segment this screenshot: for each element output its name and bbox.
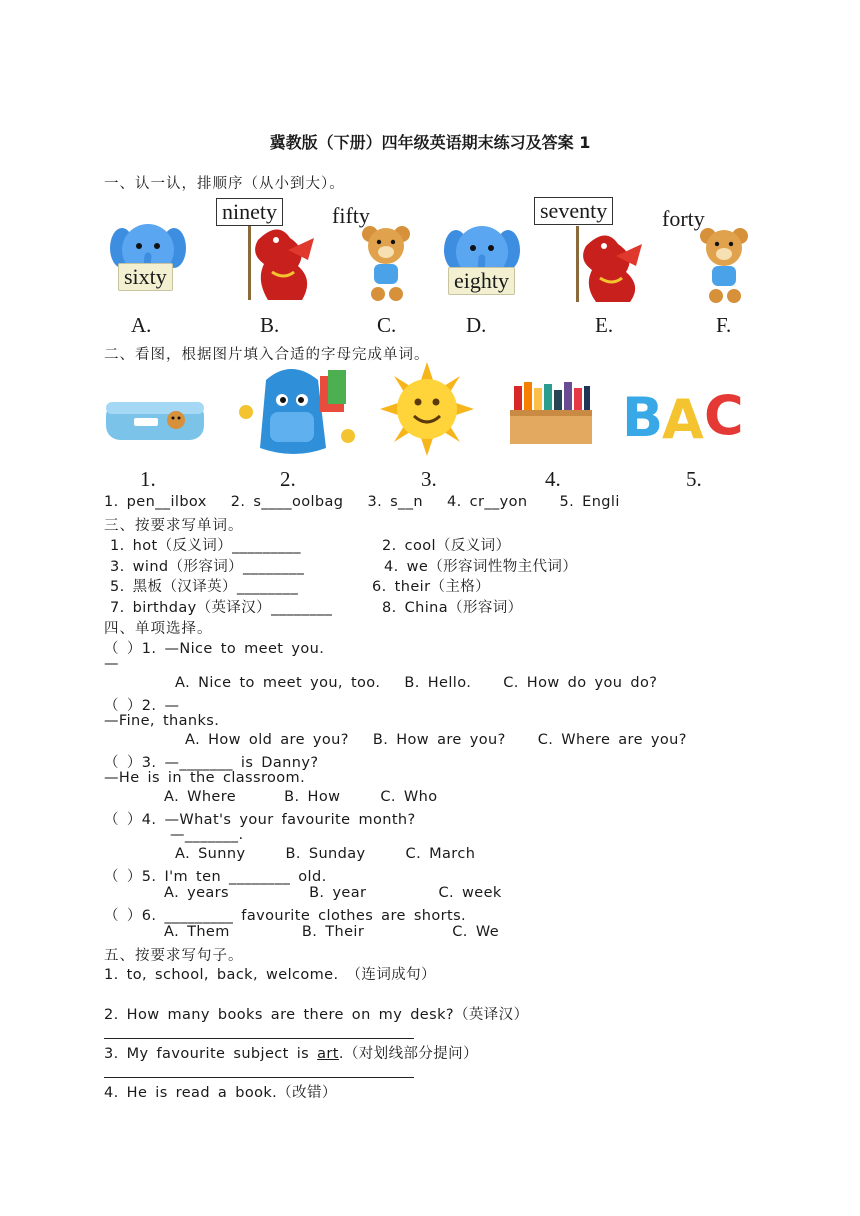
bear-image xyxy=(694,226,758,306)
sun-image xyxy=(380,362,474,456)
option-letter-d: D. xyxy=(466,313,487,337)
mc-options-3: A. Where B. How C. Who xyxy=(164,789,438,805)
answer-line xyxy=(104,1077,414,1078)
mc-question-3: （ ）3. —_______ is Danny? xyxy=(104,755,319,771)
picture-number-4: 4. xyxy=(545,467,561,491)
letter-c: C xyxy=(704,384,744,447)
mc-question-2: （ ）2. — xyxy=(104,698,180,714)
sentence-task-4: 4. He is read a book.（改错） xyxy=(104,1085,337,1101)
sentence-task-2: 2. How many books are there on my desk?（英译汉） xyxy=(104,1007,529,1023)
fill-in-letters-line: 1. pen__ilbox 2. s____oolbag 3. s__n 4. cr__yon 5. Engli xyxy=(104,494,620,510)
number-word-seventy: seventy xyxy=(534,197,613,225)
word-task-6: 6. their（主格） xyxy=(372,579,491,595)
mc-answer-line: —He is in the classroom. xyxy=(104,770,306,786)
word-task-5: 5. 黑板（汉译英）________ xyxy=(110,579,299,595)
word-task-8: 8. China（形容词） xyxy=(382,600,523,616)
mc-options-2: A. How old are you? B. How are you? C. Where are you? xyxy=(185,732,687,748)
word-task-4: 4. we（形容词性物主代词） xyxy=(384,559,578,575)
mc-question-1: （ ）1. —Nice to meet you. xyxy=(104,641,325,657)
option-letter-c: C. xyxy=(377,313,397,337)
picture-number-2: 2. xyxy=(280,467,296,491)
picture-number-5: 5. xyxy=(686,467,702,491)
schoolbag-image xyxy=(236,362,360,460)
page-title: 冀教版（下册）四年级英语期末练习及答案 1 xyxy=(269,133,591,152)
dragon-image xyxy=(228,220,318,308)
mc-answer-line: — xyxy=(104,656,119,672)
picture-number-3: 3. xyxy=(421,467,437,491)
mc-question-4: （ ）4. —What's your favourite month? xyxy=(104,812,416,828)
section-3-heading: 三、按要求写单词。 xyxy=(104,518,244,534)
mc-options-1: A. Nice to meet you, too. B. Hello. C. How do you do? xyxy=(175,675,658,691)
mc-answer-line: —Fine, thanks. xyxy=(104,713,220,729)
option-letter-a: A. xyxy=(131,313,152,337)
section-5-heading: 五、按要求写句子。 xyxy=(104,948,244,964)
letter-a: A xyxy=(662,388,704,451)
word-task-7: 7. birthday（英译汉）________ xyxy=(110,600,333,616)
section-2-heading: 二、看图，根据图片填入合适的字母完成单词。 xyxy=(104,347,430,363)
dragon-image xyxy=(556,226,646,308)
number-word-eighty: eighty xyxy=(448,267,515,295)
word-task-1: 1. hot（反义词）_________ xyxy=(110,538,301,554)
letter-b: B xyxy=(622,386,664,449)
answer-line xyxy=(104,1038,414,1039)
bear-image xyxy=(356,224,420,304)
mc-question-6: （ ）6. _________ favourite clothes are shorts. xyxy=(104,908,467,924)
picture-number-1: 1. xyxy=(140,467,156,491)
option-letter-e: E. xyxy=(595,313,614,337)
mc-options-4: A. Sunny B. Sunday C. March xyxy=(175,846,476,862)
abc-letters-image xyxy=(622,380,748,450)
word-task-3: 3. wind（形容词）________ xyxy=(110,559,305,575)
number-word-forty: forty xyxy=(662,206,705,231)
section-4-heading: 四、单项选择。 xyxy=(104,621,213,637)
underlined-word: art xyxy=(317,1046,339,1062)
pencil-box-image xyxy=(104,396,208,446)
sentence-task-1: 1. to, school, back, welcome. （连词成句） xyxy=(104,967,436,983)
mc-answer-line: —_______. xyxy=(170,827,244,843)
option-letter-b: B. xyxy=(260,313,280,337)
section-1-heading: 一、认一认，排顺序（从小到大）。 xyxy=(104,176,345,192)
option-letter-f: F. xyxy=(716,313,732,337)
mc-options-5: A. years B. year C. week xyxy=(164,885,502,901)
sentence-task-3: 3. My favourite subject is art.（对划线部分提问） xyxy=(104,1046,478,1062)
number-word-ninety: ninety xyxy=(216,198,283,226)
number-word-sixty: sixty xyxy=(118,263,173,291)
mc-question-5: （ ）5. I'm ten ________ old. xyxy=(104,869,327,885)
crayon-box-image xyxy=(510,380,592,446)
mc-options-6: A. Them B. Their C. We xyxy=(164,924,500,940)
word-task-2: 2. cool（反义词） xyxy=(382,538,511,554)
number-word-fifty: fifty xyxy=(332,203,370,228)
